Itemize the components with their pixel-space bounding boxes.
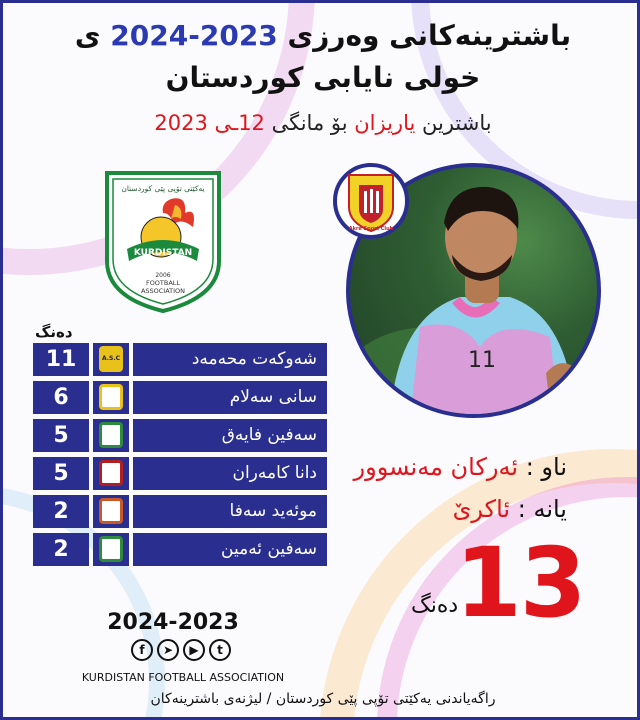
twitter-icon[interactable]: t xyxy=(209,639,231,661)
club-logo-icon xyxy=(99,460,123,486)
shirt-number: 11 xyxy=(468,348,496,373)
social-links xyxy=(131,639,231,663)
row-votes: 11 xyxy=(33,343,89,376)
row-votes: 2 xyxy=(33,495,89,528)
kfa-ribbon-text: KURDISTAN xyxy=(133,248,193,258)
club-logo-icon xyxy=(99,536,123,562)
telegram-icon[interactable]: ➤ xyxy=(157,639,179,661)
winner-votes: 13 xyxy=(455,527,585,639)
row-votes: 5 xyxy=(33,457,89,490)
row-club-logo xyxy=(93,457,129,490)
footer-credit: راگەیاندنی یەکێتی تۆپی پێی کوردستان / لیژنەی باشترینەکان xyxy=(150,691,496,707)
club-logo-icon xyxy=(99,422,123,448)
footer-org: KURDISTAN FOOTBALL ASSOCIATION xyxy=(81,671,285,684)
subtitle-date: 12ـی 2023 xyxy=(154,111,265,135)
youtube-icon[interactable]: ▶ xyxy=(183,639,205,661)
club-badge xyxy=(333,163,409,239)
winner-name: ئەرکان مەنسوور xyxy=(353,453,519,481)
winner-club-label: یانە : xyxy=(517,495,567,523)
winner-club-line xyxy=(453,495,567,523)
club-logo-icon xyxy=(99,384,123,410)
subtitle-mid: بۆ مانگی xyxy=(264,111,355,135)
winner-votes-unit: دەنگ xyxy=(411,593,459,618)
table-row xyxy=(33,381,327,414)
votes-column-header: دەنگ xyxy=(35,323,73,341)
row-player-name: سەفین ئەمین xyxy=(133,533,327,566)
kfa-line1: FOOTBALL xyxy=(145,279,181,287)
row-club-logo xyxy=(93,381,129,414)
winner-name-label: ناو : xyxy=(525,453,567,481)
page-title xyxy=(3,19,640,52)
club-badge-text: Akre Sport Club xyxy=(348,226,394,232)
table-row xyxy=(33,419,327,452)
footer-years: 2024-2023 xyxy=(107,610,239,635)
subtitle-highlight: یاریزان xyxy=(354,111,416,135)
subtitle xyxy=(3,111,640,135)
club-logo-icon: A.S.C xyxy=(99,346,123,372)
table-row xyxy=(33,457,327,490)
kfa-year: 2006 xyxy=(155,272,171,279)
subtitle-prefix: باشترین xyxy=(415,111,492,135)
row-player-name: دانا کامەران xyxy=(133,457,327,490)
row-club-logo xyxy=(93,419,129,452)
page-title-line2: خولی نایابی كوردستان xyxy=(165,61,481,94)
row-player-name: موئەید سەفا xyxy=(133,495,327,528)
table-row xyxy=(33,343,327,376)
row-player-name: سەفین فایەق xyxy=(133,419,327,452)
row-votes: 2 xyxy=(33,533,89,566)
akre-badge-icon xyxy=(337,167,405,235)
winner-club: ئاکرێ xyxy=(452,495,511,523)
kfa-logo-top-text: یەكێتی تۆپی پێی كوردستان xyxy=(121,184,205,193)
table-row xyxy=(33,495,327,528)
row-club-logo xyxy=(93,495,129,528)
kfa-logo xyxy=(101,169,225,315)
kfa-line2: ASSOCIATION xyxy=(140,287,186,295)
votes-table xyxy=(33,343,327,571)
row-club-logo xyxy=(93,533,129,566)
table-row xyxy=(33,533,327,566)
title-suffix: ی xyxy=(74,19,111,52)
title-prefix: باشترینەكانی وەرزی xyxy=(277,19,572,52)
club-logo-icon xyxy=(99,498,123,524)
title-years: 2023-2024 xyxy=(110,19,278,52)
row-player-name: سانی سەلام xyxy=(133,381,327,414)
facebook-icon[interactable]: f xyxy=(131,639,153,661)
row-club-logo xyxy=(93,343,129,376)
row-votes: 6 xyxy=(33,381,89,414)
row-votes: 5 xyxy=(33,419,89,452)
row-player-name: شەوکەت محەمەد xyxy=(133,343,327,376)
winner-name-line xyxy=(354,453,567,481)
